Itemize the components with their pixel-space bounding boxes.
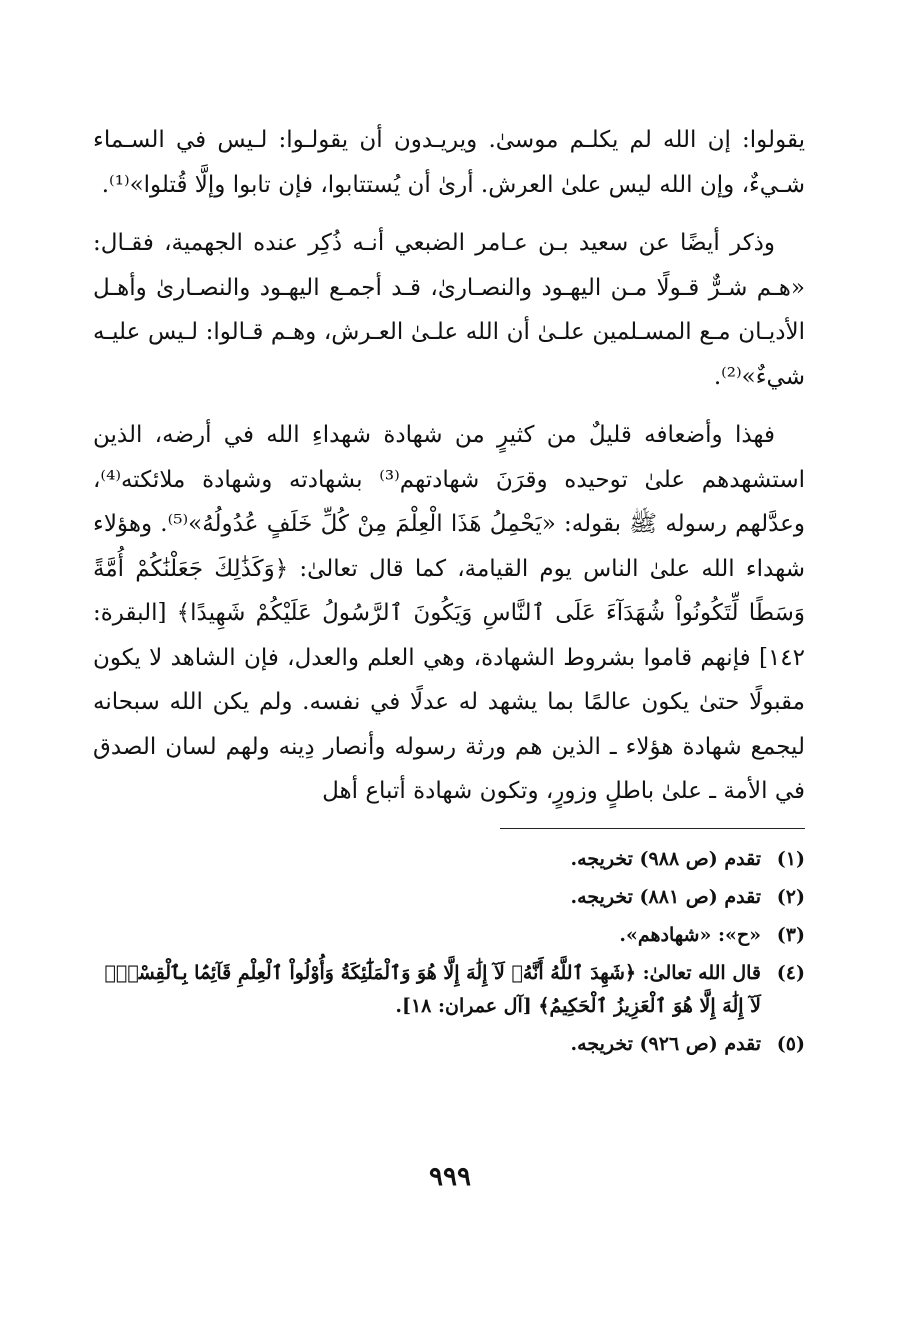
footnote-text: تقدم (ص ٩٨٨) تخريجه.	[570, 847, 761, 870]
paragraph-3: فهذا وأضعافه قليلٌ من كثيرٍ من شهادة شهداءِ الله في أرضه، الذين استشهدهم علىٰ توحيده وقرَنَ شهادتهم⁽³⁾ بشهادته وشهادة ملائكته⁽⁴⁾، وعدَّلهم رسوله ﷺ بقوله: «يَحْمِلُ هَذَا الْعِلْمَ مِنْ كُلِّ خَلَفٍ عُدُولُهُ»⁽⁵⁾. وهؤلاء شهداء الله علىٰ الناس يوم القيامة، كما قال تعالىٰ: ﴿وَكَذَٰلِكَ جَعَلْنَٰكُمْ أُمَّةً وَسَطًا لِّتَكُونُواْ شُهَدَآءَ عَلَى ٱلنَّاسِ وَيَكُونَ ٱلرَّسُولُ عَلَيْكُمْ شَهِيدًا﴾ [البقرة: ١٤٢] فإنهم قاموا بشروط الشهادة، وهي العلم والعدل، فإن الشاهد لا يكون مقبولًا حتىٰ يكون عالمًا بما يشهد له عدلًا في نفسه. ولم يكن الله سبحانه ليجمع شهادة هؤلاء ـ الذين هم ورثة رسوله وأنصار دِينه ولهم لسان الصدق في الأمة ـ علىٰ باطلٍ وزورٍ، وتكون شهادة أتباع أهل	[93, 422, 805, 804]
footnote-text: قال الله تعالىٰ: ﴿شَهِدَ ٱللَّهُ أَنَّهُۥ لَآ إِلَٰهَ إِلَّا هُوَ وَٱلْمَلَٰٓئِكَةُ وَأُوْلُواْ ٱلْعِلْمِ قَآئِمَۢا بِٱلْقِسْطِۚ لَآ إِلَٰهَ إِلَّا هُوَ ٱلْعَزِيزُ ٱلْحَكِيمُ﴾ [آل عمران: ١٨].	[104, 961, 761, 1017]
footnote-4	[93, 957, 805, 1023]
footnote-text: تقدم (ص ٨٨١) تخريجه.	[570, 885, 761, 908]
footnote-number: (٢)	[776, 885, 805, 908]
footnote-number: (٤)	[776, 961, 805, 984]
footnote-number: (١)	[776, 847, 805, 870]
footnote-number: (٣)	[776, 923, 805, 946]
footnote-divider	[500, 828, 805, 829]
footnote-2	[93, 881, 805, 914]
footnotes	[93, 843, 805, 1061]
footnote-5	[93, 1028, 805, 1061]
footnote-text: تقدم (ص ٩٢٦) تخريجه.	[570, 1032, 761, 1055]
footnote-number: (٥)	[776, 1032, 805, 1055]
main-text	[93, 118, 805, 814]
page-number: ٩٩٩	[429, 1162, 471, 1192]
paragraph-1: يقولوا: إن الله لم يكلـم موسىٰ. ويريـدون أن يقولـوا: لـيس في السـماء شـيءٌ، وإن الله ليس علىٰ العرش. أرىٰ أن يُستتابوا، فإن تابوا وإلَّا قُتلوا»⁽¹⁾.	[93, 127, 805, 198]
footnote-3	[93, 919, 805, 952]
footnote-1	[93, 843, 805, 876]
paragraph-2: وذكر أيضًا عن سعيد بـن عـامر الضبعي أنـه ذُكِر عنده الجهمية، فقـال: «هـم شـرٌّ قـولًا مـن اليهـود والنصـارىٰ، قـد أجمـع اليهـود والنصـارىٰ وأهـل الأديـان مـع المسـلمين علـىٰ أن الله علـىٰ العـرش، وهـم قـالوا: لـيس عليـه شيءٌ»⁽²⁾.	[93, 230, 805, 390]
footnote-text: «ح»: «شهادهم».	[619, 923, 761, 946]
page-body	[93, 118, 805, 1066]
